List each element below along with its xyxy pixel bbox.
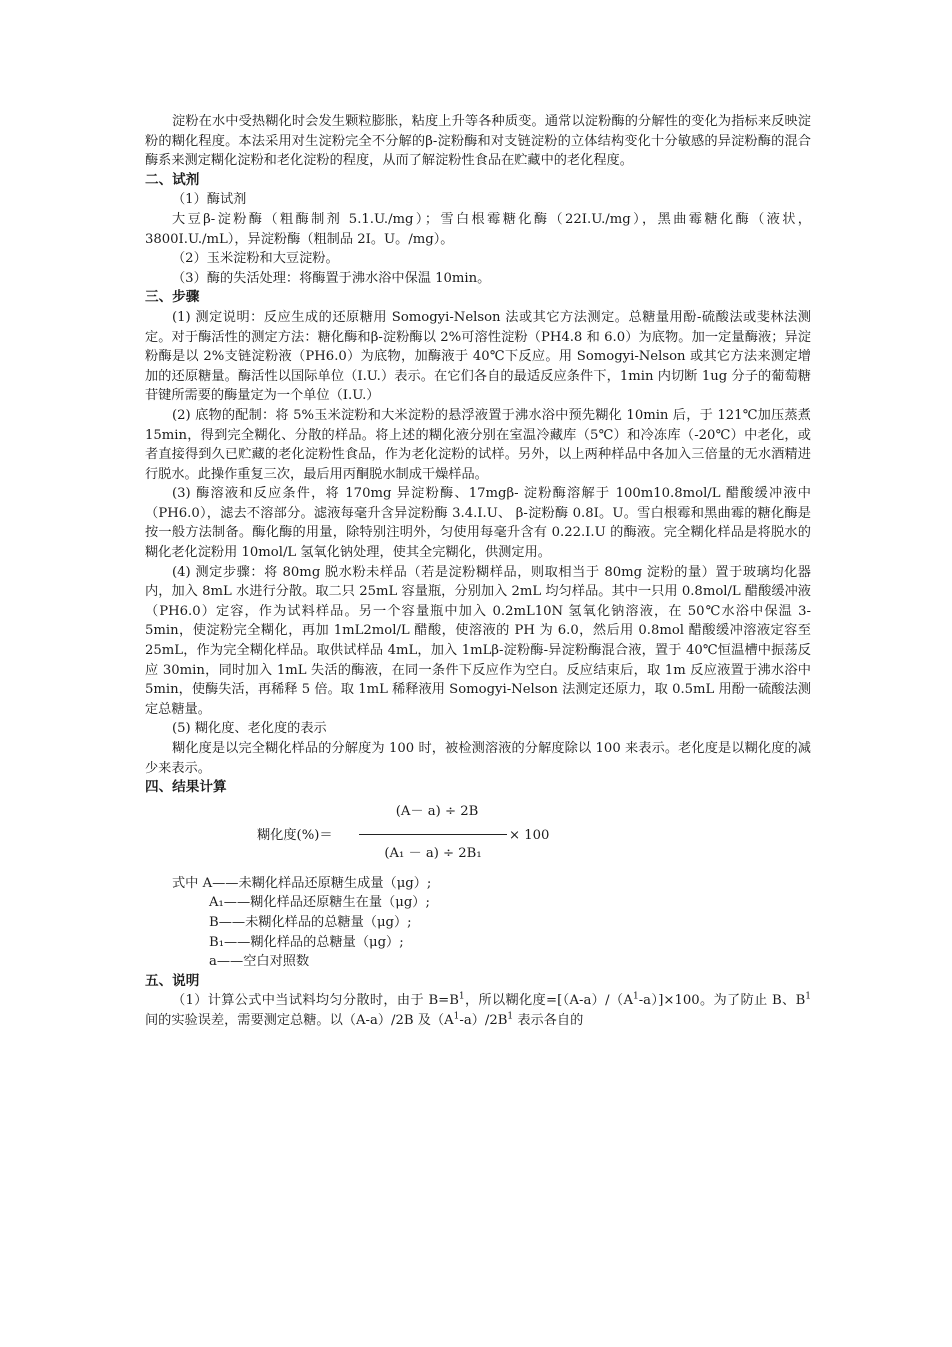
step-paragraph-3: (3) 酶溶液和反应条件，将 170mg 异淀粉酶、17mgβ- 淀粉酶溶解于 100m10.8mol/L 醋酸缓冲液中（PH6.0），滤去不溶部分。滤液每毫升含异淀粉酶 3.4.I.U、 β-淀粉酶 0.8I。U。雪白根霉和黑曲霉的糖化酶是按一般方法制备。酶化酶的用量，除特别注明外，匀使用每毫升含有 0.22.I.U 的酶液。完全糊化样品是将脱水的糊化老化淀粉用 10mol/L 氢氧化钠处理，使其全完糊化，供测定用。 [145,486,811,561]
definition-line: 式中 A——未糊化样品还原糖生成量（μg）; [172,875,432,891]
step-paragraph-5-body: 糊化度是以完全糊化样品的分解度为 100 时，被检测溶液的分解度除以 100 来表示。老化度是以糊化度的减少来表示。 [145,741,811,776]
fraction-bar [359,834,507,835]
section-heading-steps: 三、步骤 [145,289,200,306]
definition-line: B₁——糊化样品的总糖量（μg）; [209,934,404,950]
notes-paragraph-1 [145,991,811,1030]
reagent-item-1-title: （1）酶试剂 [172,192,247,208]
text-run: 表示各自的 [513,1012,584,1028]
text-run: -a）]×100。为了防止 B、B [638,993,806,1009]
formula-lhs: 糊化度(%)＝ [257,827,333,843]
section-heading-reagents: 二、试剂 [145,171,200,188]
definition-line: B——未糊化样品的总糖量（μg）; [209,914,412,930]
superscript: 1 [805,991,811,1002]
definition-line: a——空白对照数 [209,954,310,970]
document-page [145,112,811,1031]
text-run: ，所以糊化度=[（A-a）/（A [464,993,633,1009]
text-run: 间的实验误差，需要测定总糖。以（A-a）/2B 及（A [145,1012,454,1028]
formula-numerator: (A－ a) ÷ 2B [395,803,479,819]
gelatinization-formula [145,800,811,874]
superscript: 1 [507,1011,514,1022]
intro-paragraph: 淀粉在水中受热糊化时会发生颗粒膨胀，粘度上升等各种质变。通常以淀粉酶的分解性的变化为指标来反映淀粉的糊化程度。本法采用对生淀粉完全不分解的β-淀粉酶和对支链淀粉的立体结构变化十分敏感的异淀粉酶的混合酶系来测定糊化淀粉和老化淀粉的程度，从而了解淀粉性食品在贮藏中的老化程度。 [145,114,811,169]
formula-multiplier: × 100 [509,827,550,843]
reagent-item-2: （2）玉米淀粉和大豆淀粉。 [172,251,339,267]
superscript: 1 [632,991,639,1002]
formula-denominator: (A₁ － a) ÷ 2B₁ [384,845,482,861]
step-paragraph-1: (1) 测定说明：反应生成的还原糖用 Somogyi-Nelson 法或其它方法测定。总糖量用酚-硫酸法或斐林法测定。对于酶活性的测定方法：糖化酶和β-淀粉酶以 2%可溶性淀粉（PH4.8 和 6.0）为底物。加一定量酶液；异淀粉酶是以 2%支链淀粉液（PH6.0）为底物，加酶液于 40℃下反应。用 Somogyi-Nelson 或其它方法来测定增加的还原糖量。酶活性以国际单位（I.U.）表示。在它们各自的最适反应条件下，1min 内切断 1ug 分子的葡萄糖苷键所需要的酶量定为一个单位（I.U.） [145,309,811,404]
section-heading-calculation: 四、结果计算 [145,779,227,796]
superscript: 1 [458,991,465,1002]
text-run: -a）/2B [459,1012,508,1028]
step-paragraph-2: (2) 底物的配制：将 5%玉米淀粉和大米淀粉的悬浮液置于沸水浴中预先糊化 10min 后，于 121℃加压蒸煮 15min，得到完全糊化、分散的样品。将上述的糊化液分别在室温冷藏库（5℃）和冷冻库（-20℃）中老化，或者直接得到久已贮藏的老化淀粉性食品，作为老化淀粉的试样。另外，以上两种样品中各加入三倍量的无水酒精进行脱水。此操作重复三次，最后用丙酮脱水制成干燥样品。 [145,407,811,482]
reagent-item-1-body: 大豆β-淀粉酶（粗酶制剂 5.1.U./mg）；雪白根霉糖化酶（22I.U./mg），黑曲霉糖化酶（液状，3800I.U./mL），异淀粉酶（粗制品 2I。U。/mg）。 [145,211,811,247]
step-paragraph-4: (4) 测定步骤：将 80mg 脱水粉未样品（若是淀粉糊样品，则取相当于 80mg 淀粉的量）置于玻璃均化器内，加入 8mL 水进行分散。取二只 25mL 容量瓶，分别加入 2mL 均匀样品。其中一只用 0.8mol/L 醋酸缓冲液（PH6.0）定容，作为试料样品。另一个容量瓶中加入 0.2mL10N 氢氧化钠溶液，在 50℃水浴中保温 3-5min，使淀粉完全糊化，再加 1mL2mol/L 醋酸，使溶液的 PH 为 6.0，然后用 0.8mol 醋酸缓冲溶液定容至 25mL，作为完全糊化样品。取供试样品 4mL，加入 1mLβ-淀粉酶-异淀粉酶混合液，置于 40℃恒温槽中振荡反应 30min，同时加入 1mL 失活的酶液，在同一条件下反应作为空白。反应结束后，取 1m 反应液置于沸水浴中 5min，使酶失活，再稀释 5 倍。取 1mL 稀释液用 Somogyi-Nelson 法测定还原力，取 0.5mL 用酚一硫酸法测定总糖量。 [145,564,811,717]
section-heading-notes: 五、说明 [145,972,200,989]
text-run: （1）计算公式中当试料均匀分散时，由于 B=B [172,993,459,1009]
definition-line: A₁——糊化样品还原糖生在量（μg）; [209,895,430,911]
step-paragraph-5-title: (5) 糊化度、老化度的表示 [172,721,327,737]
reagent-item-3: （3）酶的失活处理：将酶置于沸水浴中保温 10min。 [172,270,491,286]
variable-definitions [145,874,811,972]
superscript: 1 [453,1011,460,1022]
